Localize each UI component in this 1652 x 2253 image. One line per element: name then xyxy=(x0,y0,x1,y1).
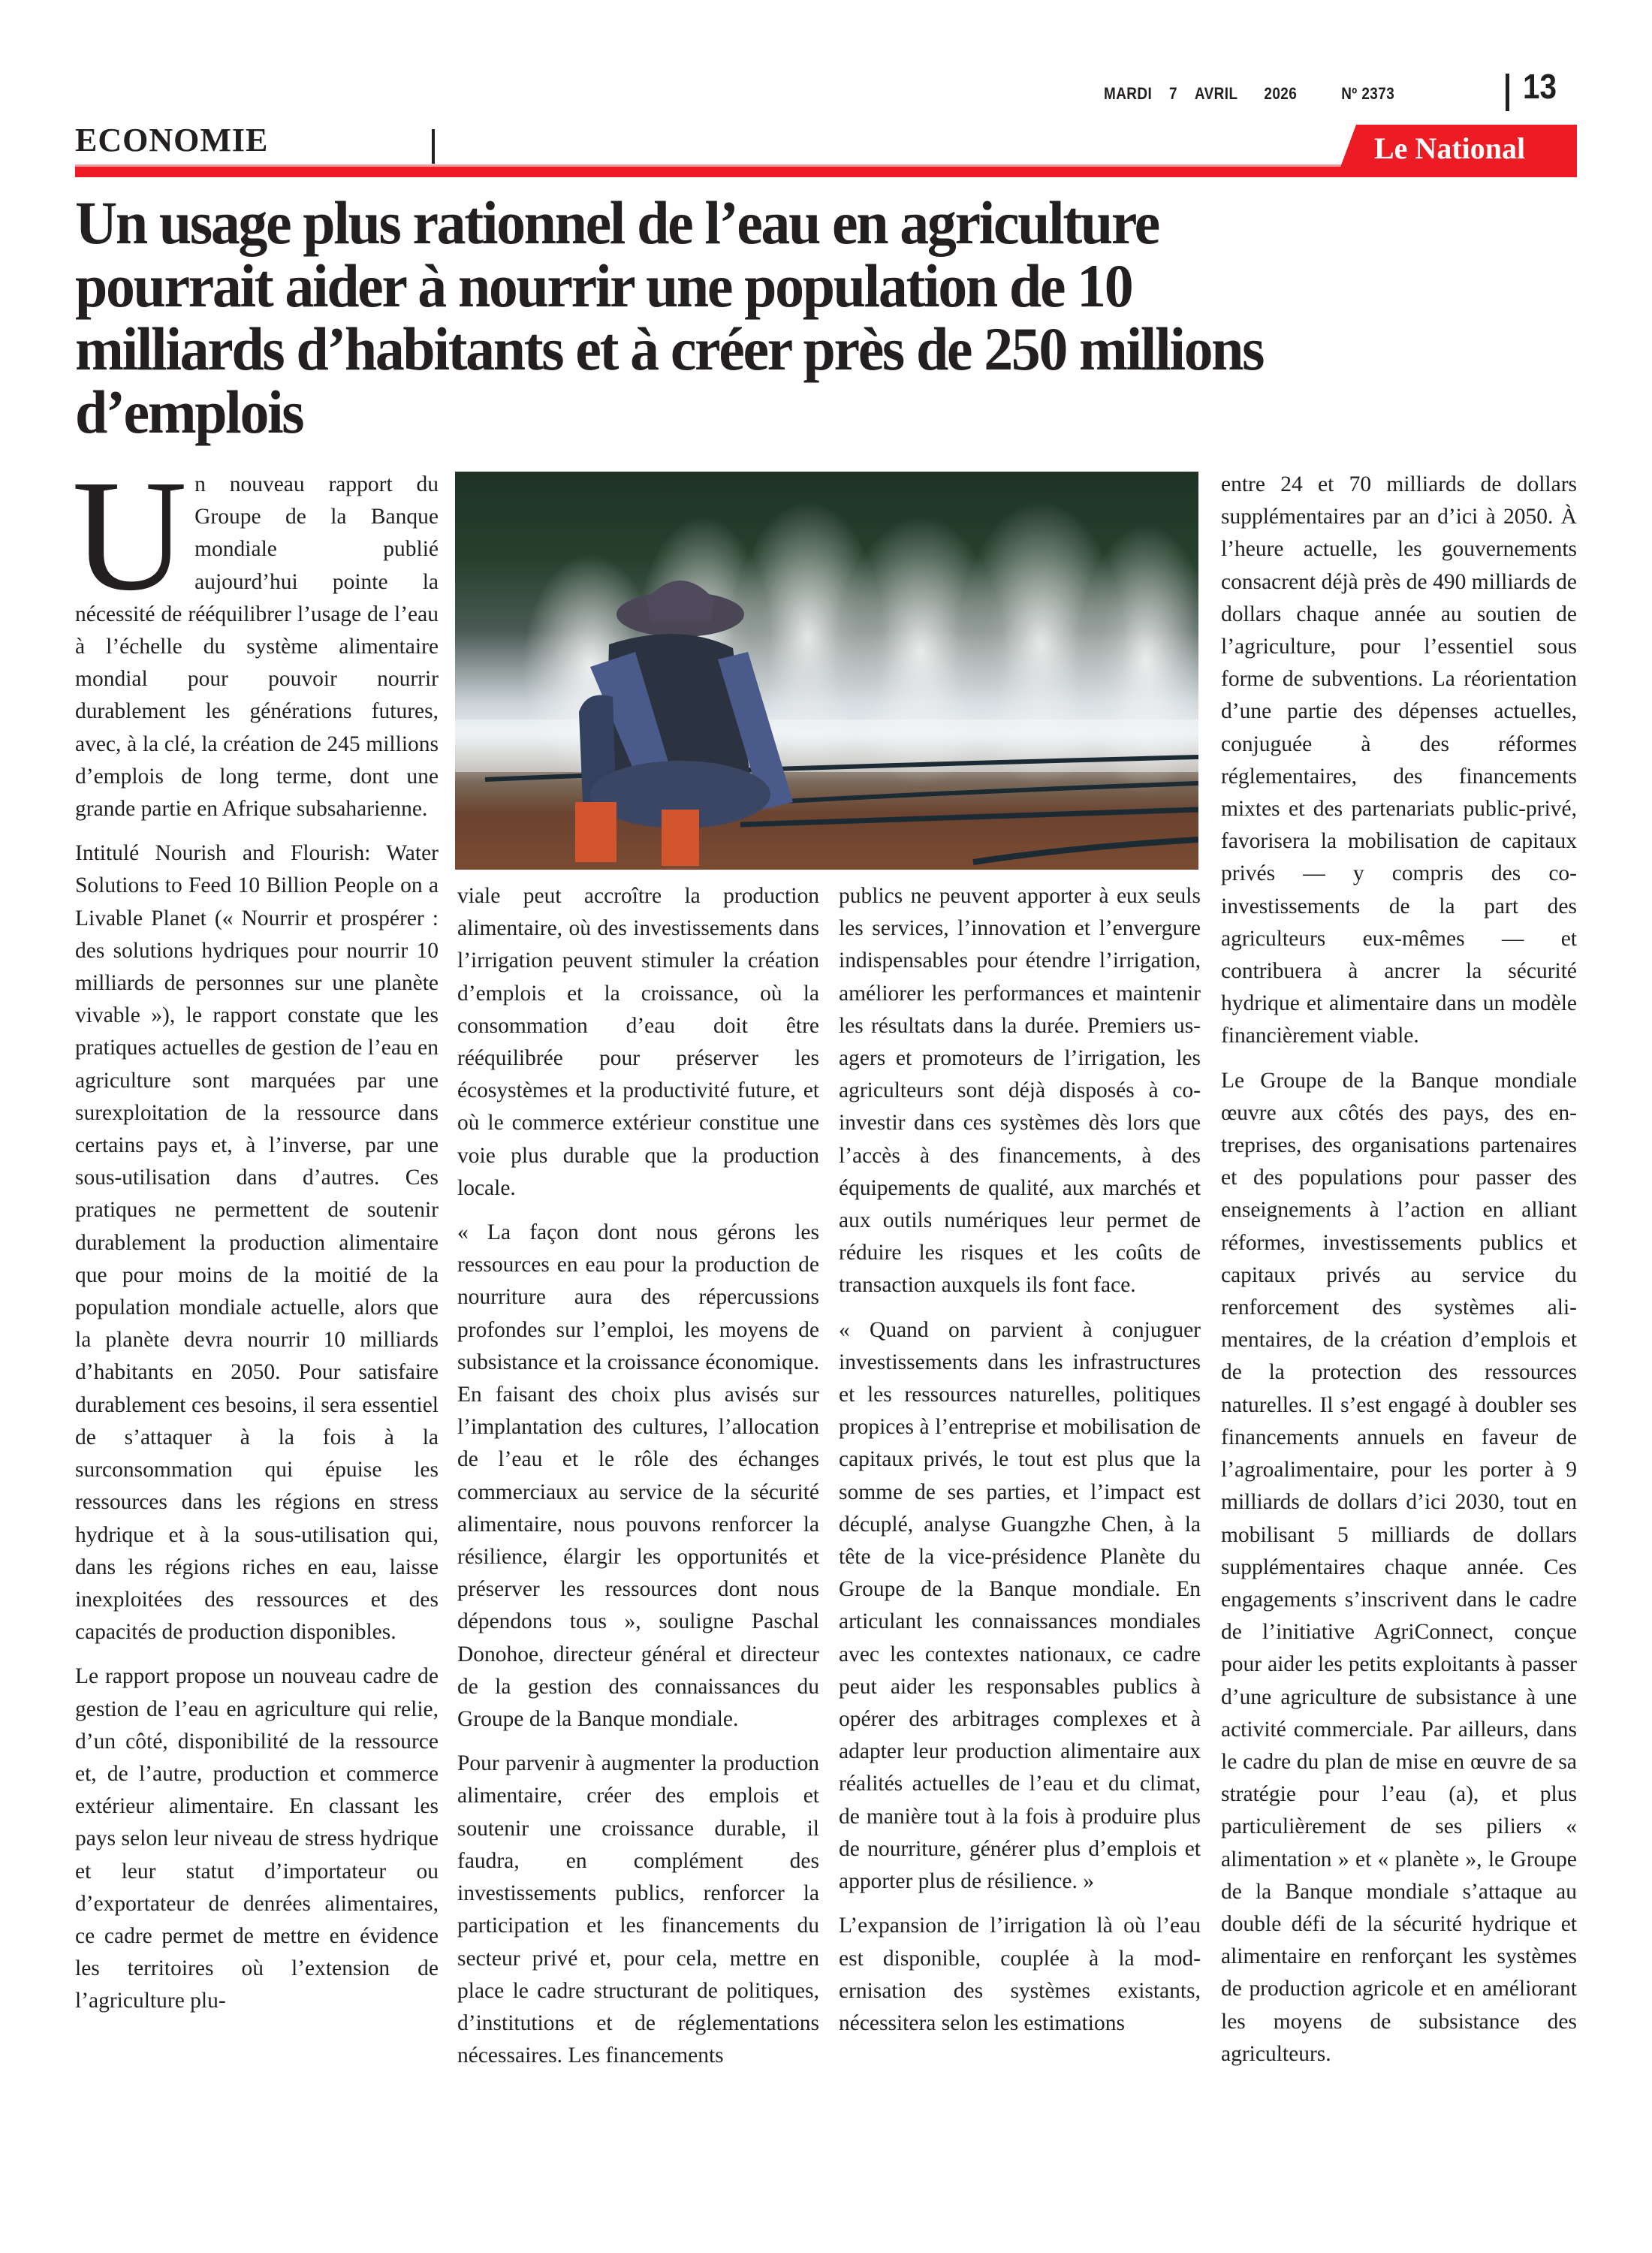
publication-name: Le National xyxy=(1374,131,1526,165)
article-column-3 xyxy=(839,880,1201,2052)
article-column-2 xyxy=(457,880,819,2084)
article-paragraph: Pour parvenir à augmenter la production alimentaire, créer des emplois et soutenir une croissance durable, il faudra, en complément des investissements publics, renforcer la participation et les financements du secteur privé et, pour cela, mettre en place le cadre structurant de politiques, d’institutions et de réglementations nécessaires. Les financements xyxy=(457,1751,819,2068)
headline-line: milliards d’habitants et à créer près de 250 millions xyxy=(75,315,1264,383)
article-paragraph: Intitulé Nourish and Flourish: Water Solutions to Feed 10 Billion People on a Livable Planet (« Nourrir et prospérer : des solutions hydriques pour nourrir 10 milliards de personnes sur une planète vivable »), le rapport constate que les pratiques actuelles de gestion de l’eau en agriculture sont marquées par une surexploitation de la ressource dans certains pays et, à l’inverse, par une sous-utilisation dans d’autres. Ces pratiques ne permettent de soutenir durablement la production alimentaire que pour moins de la moitié de la population mondiale actuelle, alors que la planète devra nourrir 10 milliards d’habitants en 2050. Pour satisfaire durablement ces besoins, il sera essentiel de s’attaquer à la fois à la surconsommation qui épuise les ressources dans les régions en stress hydrique et à la sous-utilisation qui, dans les régions riches en eau, laisse inexploitées des ressources et des capacités de production disponibles. xyxy=(75,841,439,1645)
page-number: 13 xyxy=(1523,67,1557,106)
article-column-1 xyxy=(72,447,439,2030)
article-paragraph: publics ne peuvent apporter à eux seuls les services, l’innovation et l’envergure indispensables pour étendre l’irrigation, améliorer les performances et maintenir les résultats dans la durée. Premiers usagers et promoteurs de l’irrigation, les agriculteurs sont déjà disposés à co-investir dans ces systèmes dès lors que l’accès à des financements, à des équipements de qualité, aux marchés et aux outils numériques leur permet de réduire les risques et les coûts de transaction auxquels ils font face. xyxy=(839,884,1201,1298)
weekday: MARDI xyxy=(1104,84,1153,103)
issue-number: Nº 2373 xyxy=(1341,84,1395,103)
drop-cap: U xyxy=(72,447,188,623)
article-paragraph: entre 24 et 70 milliards de dollars supplémentaires par an d’ici à 2050. À l’heure actuelle, les gouvernements consacrent déjà près de 490 milliards de dollars chaque année au soutien de l’agriculture, pour l’essentiel sous forme de subventions. La réorientation d’une partie des dépenses actuelles, conjuguée à des réformes réglementaires, des financements mixtes et des partenariats public-privé, favorisera la mobilisation de capitaux privés — y compris des co-investissements de la part des agriculteurs eux-mêmes — et contribuera à ancrer la sécurité hydrique et alimentaire dans un modèle financièrement viable. xyxy=(1221,472,1577,1048)
year: 2026 xyxy=(1264,84,1298,103)
headline-line: d’emplois xyxy=(75,378,303,446)
article-paragraph: Le rapport propose un nouveau cadre de gestion de l’eau en agriculture qui relie, d’un côté, disponibilité de la ressource et, de l’autre, production et commerce extérieur alimentaire. En classant les pays selon leur niveau de stress hydrique et leur statut d’importateur ou d’exportateur de denrées alimentaires, ce cadre permet de mettre en évidence les territoires où l’extension de l’agriculture plu- xyxy=(75,1664,439,2013)
page-number-divider xyxy=(1506,74,1509,111)
day: 7 xyxy=(1169,84,1178,103)
headline-line: Un usage plus rationnel de l’eau en agriculture xyxy=(75,189,1159,257)
article-paragraph: « La façon dont nous gérons les ressources en eau pour la production de nourriture aura des répercussions profondes sur l’emploi, les moyens de subsistance et la croissance économique. En faisant des choix plus avisés sur l’implantation des cultures, l’allocation de l’eau et le rôle des échanges commerciaux au service de la sécurité alimentaire, nous pouvons renforcer la résilience, élargir les opportunités et préserver les ressources dont nous dépendons tous », souligne Paschal Donohoe, directeur général et directeur de la gestion des connaissances du Groupe de la Banque mondiale. xyxy=(457,1220,819,1732)
article-headline xyxy=(75,189,1577,446)
article-paragraph: Le Groupe de la Banque mondiale œuvre aux côtés des pays, des entreprises, des organisations partenaires et des populations pour passer des enseignements à l’action en alliant réformes, investissements publics et capitaux privés au service du renforcement des systèmes alimentaires, de la création d’emplois et de la protection des ressources naturelles. Il s’est engagé à doubler ses financements annuels en faveur de l’agroalimentaire, pour les porter à 9 milliards de dollars d’ici 2030, tout en mobilisant 5 milliards de dollars supplémentaires chaque année. Ces engagements s’inscrivent dans le cadre de l’initiative AgriConnect, conçue pour aider les petits exploitants à passer d’une agriculture de subsistance à une activité commerciale. Par ailleurs, dans le cadre du plan de mise en œuvre de sa stratégie pour l’eau (a), et plus particulièrement de ses piliers « alimentation » et « planète », le Groupe de la Banque mondiale s’attaque au double défi de la sécurité hydrique et alimentaire en renforçant les systèmes de production agricole et en améliorant les moyens de subsistance des agriculteurs. xyxy=(1221,1068,1577,2066)
paragraph-text: n nouveau rapport du Groupe de la Banque mondiale publié aujourd’hui pointe la nécessité de rééquilibrer l’usage de l’eau à l’échelle du système alimentaire mondial pour pouvoir nourrir durablement les générations futures, avec, à la clé, la création de 245 millions d’emplois de long terme, dont une grande partie en Afrique subsaharienne. xyxy=(75,472,439,822)
article-column-4 xyxy=(1221,469,1577,2083)
photo-illustration-icon xyxy=(455,472,1198,870)
month: AVRIL xyxy=(1194,84,1238,103)
farmer-irrigation-photo xyxy=(455,472,1198,870)
section-divider xyxy=(432,129,435,164)
article-paragraph: viale peut accroître la production alimentaire, où des investissements dans l’irrigation peuvent stimuler la création d’emplois et la croissance, où la consommation d’eau doit être rééquilibrée pour préserver les écosystèmes et la productivité future, et où le commerce extérieur constitue une voie plus durable que la production locale. xyxy=(457,884,819,1200)
article-paragraph: L’expansion de l’irrigation là où l’eau est disponible, couplée à la modernisation des systèmes existants, nécessitera selon les estimations xyxy=(839,1914,1201,2035)
article-paragraph: « Quand on parvient à conjuguer investissements dans les infrastructures et les ressources naturelles, politiques propices à l’entreprise et mobilisation de capitaux privés, le tout est plus que la somme de ses parties, et l’impact est décuplé, analyse Guangzhe Chen, à la tête de la vice-présidence Planète du Groupe de la Banque mondiale. En articulant les connaissances mondiales avec les contextes nationaux, ce cadre peut aider les responsables publics à opérer des arbitrages complexes et à adapter leur production alimentaire aux réalités actuelles de l’eau et du climat, de manière tout à la fois à produire plus de nourriture, générer plus d’emplois et apporter plus de résilience. » xyxy=(839,1317,1201,1894)
article-paragraph xyxy=(72,447,439,825)
section-label: ECONOMIE xyxy=(75,122,269,158)
headline-line: pourrait aider à nourrir une population de 10 xyxy=(75,252,1132,320)
issue-date-line xyxy=(1104,84,1394,104)
